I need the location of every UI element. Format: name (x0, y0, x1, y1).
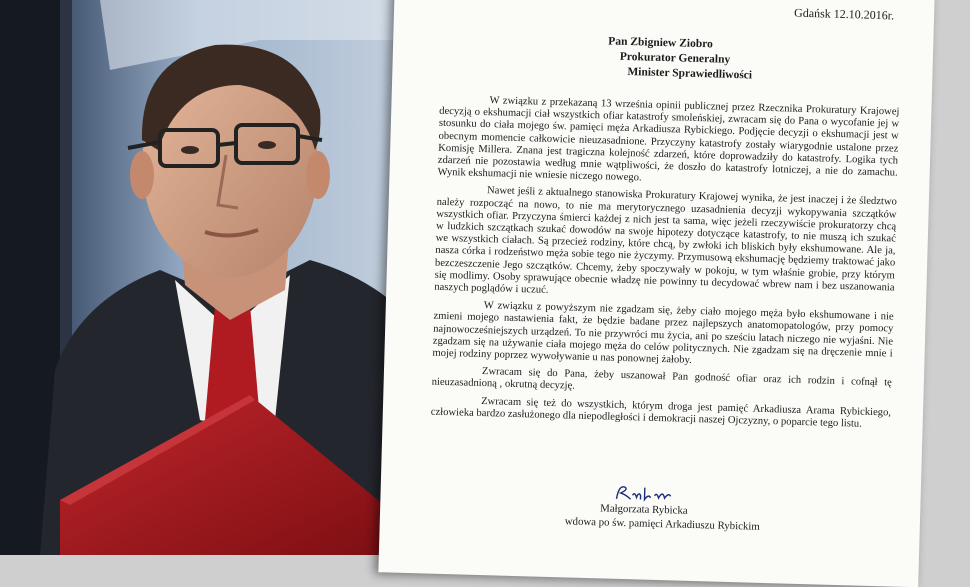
letter-paragraph: Nawet jeśli z aktualnego stanowiska Prokuratury Krajowej wynika, że jest inaczej i że śledztwo należy rozpocząć na nowo, to nie ma merytorycznego uzasadnienia decyzji wykopywania szczątków wszystkich ofiar. Przyczyna śmierci każdej z nich jest ta sama, więc jeżeli rzeczywiście prokuratorzy chcą w ludzkich szczątkach szukać dowodów na swoje hipotezy dotyczące katastrofy, to nie muszą ich szukać we wszystkich ciałach. Są przecież rodziny, które chcą, by zwłoki ich bliskich były ekshumowane. Ale ja, nasza córka i rodzeństwo męża sobie tego nie życzymy. Przymusową ekshumację będziemy traktować jako bezczeszczenie Jego szczątków. Chcemy, żeby spoczywały w pokoju, w tym właśnie grobie, przy którym się modlimy. Osoby sprawujące obecnie władzę nie powinny tu decydować wbrew nam i bez uszanowania naszych poglądów i uczuć. (434, 185, 898, 296)
addressee-line: Minister Sprawiedliwości (627, 65, 753, 82)
signer-name: Małgorzata Rybicka (600, 502, 688, 517)
letter-paragraph: Zwracam się do Pana, żeby uszanował Pan godność ofiar oraz ich rodzin i cofnął tę nieuzasadnioną , okrutną decyzję. (431, 366, 892, 393)
portrait-photo (0, 0, 440, 555)
letter-page (378, 0, 935, 587)
letter-paragraph: Zwracam się też do wszystkich, którym droga jest pamięć Arkadiusza Arama Rybickiego, człowieka bardzo zasłużonego dla niepodległości i demokracji naszej Ojczyzny, o poparcie tego listu. (430, 395, 892, 430)
letter-body (431, 94, 900, 437)
letter-date: Gdańsk 12.10.2016r. (793, 5, 895, 23)
letter-addressee (607, 34, 753, 83)
addressee-line: Pan Zbigniew Ziobro (608, 35, 713, 51)
addressee-line: Prokurator Generalny (619, 50, 731, 66)
letter-paragraph: W związku z przekazaną 13 września opinii publicznej przez Rzecznika Prokuratury Krajowej decyzją o ekshumacji ciał wszystkich ofiar katastrofy smoleńskiej, zwracam się do Pana o wycofanie jej w stosunku do ciała mojego św. pamięci męża Arkadiusza Rybickiego. Podjęcie decyzji o ekshumacji jest w obecnym momencie całkowicie nieuzasadnione. Przyczyny katastrofy zostały wiarygodnie ustalone przez Komisję Millera. Znana jest tragiczna kolejność zdarzeń, które doprowadziły do katastrofy. Logika tych zdarzeń nie pozostawia według mnie wątpliwości, że doszło do katastrofy lotniczej, a nie do zamachu. Wynik ekshumacji nie wniesie niczego nowego. (437, 95, 900, 184)
letter-paragraph: W związku z powyższym nie zgadzam się, żeby ciało mojego męża było ekshumowane i nie zmieni mojego nastawienia fakt, że będzie badane przez najlepszych anatomopatologów, przy pomocy najnowocześniejszych urządzeń. To nie przywróci mu życia, ani po sześciu latach niczego nie wyjaśni. Nie zgadzam się na używanie ciała mojego męża do celów politycznych. Nie zgadzam się na dręczenie mnie i mojej rodziny poprzez wywoływanie u nas ponownej żałoby. (432, 300, 894, 366)
signer-title: wdowa po św. pamięci Arkadiuszu Rybickim (564, 515, 760, 533)
